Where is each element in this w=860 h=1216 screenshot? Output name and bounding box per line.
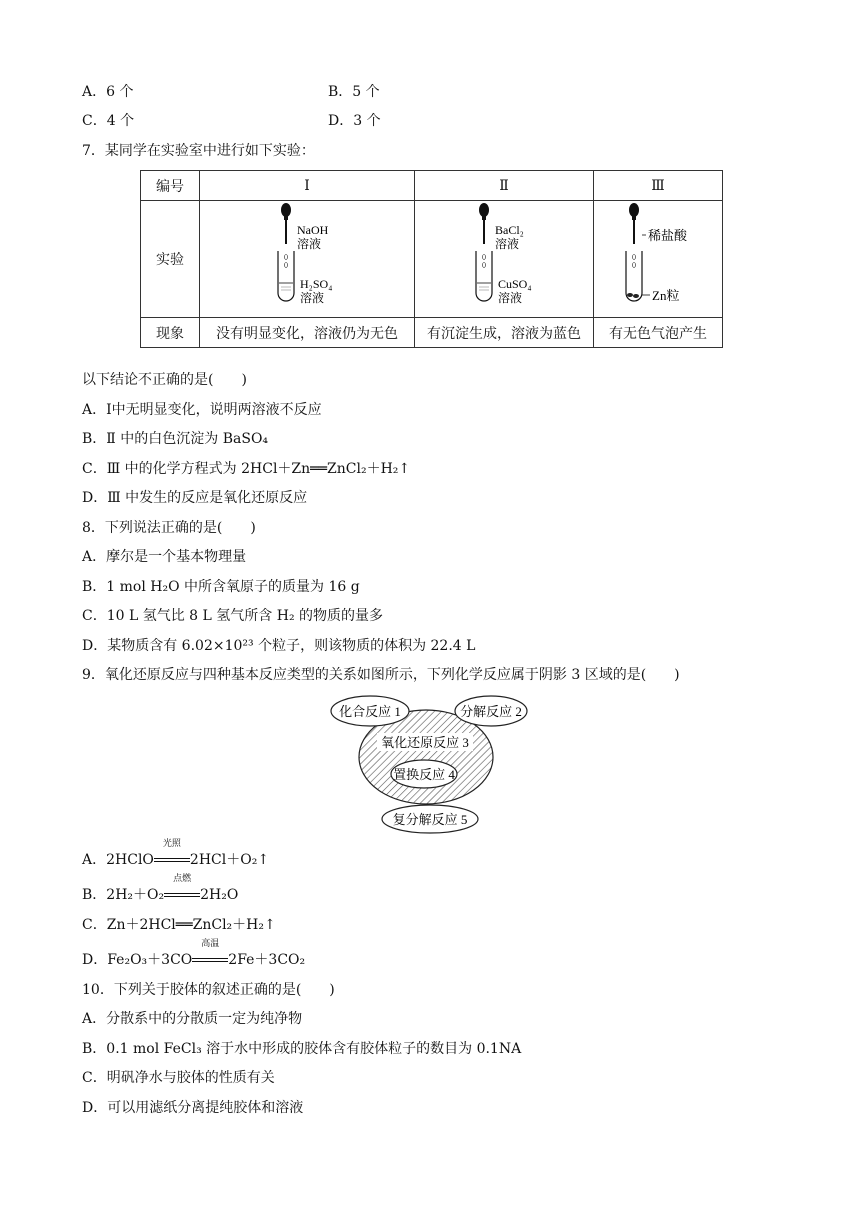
option-text: Ⅱ 中的白色沉淀为 BaSO₄ xyxy=(106,431,269,447)
option-label: C． xyxy=(82,113,107,129)
phenomenon-cell: 没有明显变化，溶液仍为无色 xyxy=(200,318,415,348)
option-text: 5 个 xyxy=(352,84,380,100)
experiment-cell-3 xyxy=(594,201,723,318)
equation-left: 2H₂＋O₂ xyxy=(106,887,165,903)
equation-sign xyxy=(192,939,228,970)
q6-option-b xyxy=(328,82,380,102)
dropper-reagent-label: BaCl₂ xyxy=(495,223,524,237)
experiment-cell-2 xyxy=(415,201,594,318)
tube-reagent-label: CuSO₄ xyxy=(498,277,532,291)
option-label: D． xyxy=(328,113,354,129)
reaction-condition: 光照 xyxy=(162,839,181,849)
dropper-icon xyxy=(281,203,291,244)
experiment-table xyxy=(140,170,723,348)
option-label: B． xyxy=(82,1041,107,1057)
header-cell: Ⅲ xyxy=(594,171,723,201)
test-tube-icon xyxy=(626,235,650,301)
equation-left: Fe₂O₃＋3CO xyxy=(107,952,193,968)
option-label: A． xyxy=(82,1011,107,1027)
option-text: 可以用滤纸分离提纯胶体和溶液 xyxy=(107,1100,304,1116)
phenomenon-cell: 有无色气泡产生 xyxy=(594,318,723,348)
q8-option-a xyxy=(82,547,246,567)
q6-option-c xyxy=(82,111,134,131)
option-label: D． xyxy=(82,638,108,654)
q7-option-b xyxy=(82,429,268,449)
dropper-reagent-label: NaOH xyxy=(297,223,329,237)
equation-sign xyxy=(164,874,200,905)
q6-option-a xyxy=(82,82,133,102)
row-label: 实验 xyxy=(141,201,200,318)
q6-option-d xyxy=(328,111,381,131)
q8-option-d xyxy=(82,636,475,656)
option-text: Ⅰ中无明显变化，说明两溶液不反应 xyxy=(106,402,322,418)
equation-sign xyxy=(154,839,190,870)
dropper-reagent-label: 溶液 xyxy=(297,237,322,251)
dropper-reagent-label: 稀盐酸 xyxy=(648,228,688,243)
option-label: A． xyxy=(82,402,107,418)
equation-right: 2HCl＋O₂↑ xyxy=(189,852,270,868)
option-label: B． xyxy=(82,431,107,447)
q7-option-a xyxy=(82,400,322,420)
header-cell: 编号 xyxy=(141,171,200,201)
option-text: 分散系中的分散质一定为纯净物 xyxy=(106,1011,303,1027)
test-tube-icon xyxy=(476,251,492,301)
option-text: 某物质含有 6.02×10²³ 个粒子，则该物质的体积为 22.4 L xyxy=(107,638,476,654)
option-text: 明矾净水与胶体的性质有关 xyxy=(106,1070,275,1086)
equation-right: 2Fe＋3CO₂ xyxy=(228,952,306,968)
reaction-types-diagram xyxy=(325,693,545,835)
dropper-icon xyxy=(479,203,489,244)
q8-option-b xyxy=(82,577,360,597)
dropper-reagent-label: 溶液 xyxy=(495,237,520,251)
option-text: Ⅲ 中发生的反应是氧化还原反应 xyxy=(107,490,308,506)
table-row-experiment xyxy=(141,201,723,318)
q9-stem: 9．氧化还原反应与四种基本反应类型的关系如图所示，下列化学反应属于阴影 3 区域的是( ) xyxy=(82,667,680,683)
q7-question: 以下结论不正确的是( ) xyxy=(82,372,247,388)
tube-reagent-label: Zn粒 xyxy=(652,288,680,303)
decomposition-label: 分解反应 2 xyxy=(460,704,522,719)
q8-option-c xyxy=(82,606,383,626)
option-text: 摩尔是一个基本物理量 xyxy=(106,549,247,565)
option-label: C． xyxy=(82,1070,107,1086)
option-label: D． xyxy=(82,1100,108,1116)
option-label: B． xyxy=(328,84,353,100)
header-cell: Ⅰ xyxy=(200,171,415,201)
dropper-tube-illustration xyxy=(200,201,414,313)
q9-option-c xyxy=(82,915,276,935)
test-tube-icon xyxy=(278,251,294,301)
reaction-condition: 点燃 xyxy=(173,874,192,884)
table-header-row xyxy=(141,171,723,201)
option-label: B． xyxy=(82,579,107,595)
table-row-phenomenon xyxy=(141,318,723,348)
dropper-tube-illustration xyxy=(415,201,593,313)
experiment-cell-1 xyxy=(200,201,415,318)
q10-option-c xyxy=(82,1068,275,1088)
double-decomposition-label: 复分解反应 5 xyxy=(392,812,468,827)
option-label: B． xyxy=(82,887,107,903)
option-text: 6 个 xyxy=(106,84,134,100)
option-text: 10 L 氢气比 8 L 氢气所含 H₂ 的物质的量多 xyxy=(106,608,384,624)
option-text: 4 个 xyxy=(106,113,135,129)
equation-left: 2HClO xyxy=(106,852,154,868)
displacement-label: 置换反应 4 xyxy=(393,767,455,782)
option-label: C． xyxy=(82,917,107,933)
q9-option-a xyxy=(82,839,270,870)
option-text: 3 个 xyxy=(353,113,381,129)
q7-stem: 7．某同学在实验室中进行如下实验： xyxy=(82,143,315,159)
equation-right: 2H₂O xyxy=(200,887,239,903)
q10-option-a xyxy=(82,1009,302,1029)
q8-stem: 8．下列说法正确的是( ) xyxy=(82,520,256,536)
redox-label: 氧化还原反应 3 xyxy=(381,735,469,750)
tube-reagent-label: H₂SO₄ xyxy=(300,277,333,291)
option-text: Ⅲ 中的化学方程式为 2HCl＋Zn══ZnCl₂＋H₂↑ xyxy=(106,461,411,477)
tube-reagent-label: 溶液 xyxy=(498,291,523,305)
option-label: A． xyxy=(82,549,107,565)
option-label: A． xyxy=(82,84,107,100)
combination-label: 化合反应 1 xyxy=(339,704,401,719)
option-label: C． xyxy=(82,461,107,477)
reaction-condition: 高温 xyxy=(201,939,220,949)
option-label: D． xyxy=(82,490,108,506)
option-label: A． xyxy=(82,852,107,868)
option-label: C． xyxy=(82,608,107,624)
q10-option-b xyxy=(82,1039,521,1059)
tube-reagent-label: 溶液 xyxy=(300,291,325,305)
header-cell: Ⅱ xyxy=(415,171,594,201)
q7-option-d xyxy=(82,488,307,508)
q7-option-c xyxy=(82,459,410,479)
row-label: 现象 xyxy=(141,318,200,348)
q9-option-b xyxy=(82,874,239,905)
q10-option-d xyxy=(82,1098,303,1118)
phenomenon-cell: 有沉淀生成，溶液为蓝色 xyxy=(415,318,594,348)
q9-option-d xyxy=(82,939,306,970)
option-text: 1 mol H₂O 中所含氧原子的质量为 16 g xyxy=(106,579,360,595)
option-label: D． xyxy=(82,952,108,968)
q10-stem: 10．下列关于胶体的叙述正确的是( ) xyxy=(82,982,335,998)
option-text: Zn＋2HCl══ZnCl₂＋H₂↑ xyxy=(106,917,276,933)
dropper-icon xyxy=(629,203,639,244)
dropper-tube-illustration xyxy=(594,201,722,313)
option-text: 0.1 mol FeCl₃ 溶于水中形成的胶体含有胶体粒子的数目为 0.1NA xyxy=(106,1041,522,1057)
